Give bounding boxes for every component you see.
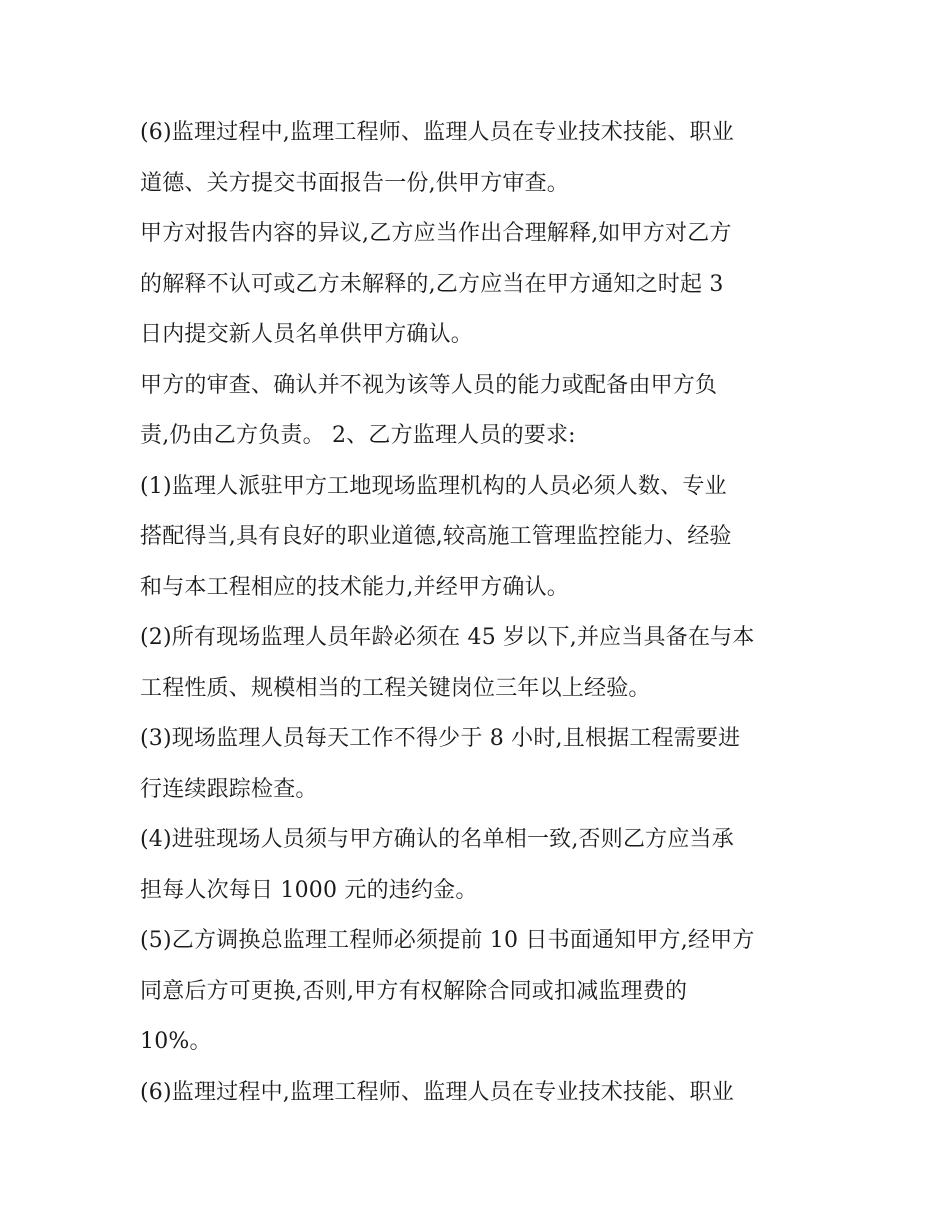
text-line: 10%。 (140, 1029, 212, 1054)
text-line: 日内提交新人员名单供甲方确认。 (140, 322, 474, 347)
text-line: 甲方的审查、确认并不视为该等人员的能力或配备由甲方负 (140, 372, 718, 398)
text-line: 道德、关方提交书面报告一份,供甲方审查。 (140, 170, 569, 196)
text-line: 责,仍由乙方负责。 2、乙方监理人员的要求: (140, 423, 576, 448)
text-line: (6)监理过程中,监理工程师、监理人员在专业技术技能、职业 (140, 120, 734, 145)
text-line: (5)乙方调换总监理工程师必须提前 10 日书面通知甲方,经甲方 (140, 928, 755, 953)
text-line: 搭配得当,具有良好的职业道德,较高施工管理监控能力、经验 (140, 524, 732, 549)
document-body (140, 108, 820, 1118)
text-line: (3)现场监理人员每天工作不得少于 8 小时,且根据工程需要进 (140, 726, 741, 751)
text-line: 同意后方可更换,否则,甲方有权解除合同或扣减监理费的 (140, 978, 688, 1004)
text-line: (6)监理过程中,监理工程师、监理人员在专业技术技能、职业 (140, 1079, 734, 1105)
text-line: 甲方对报告内容的异议,乙方应当作出合理解释,如甲方对乙方 (140, 221, 732, 246)
text-line: (4)进驻现场人员须与甲方确认的名单相一致,否则乙方应当承 (140, 827, 734, 852)
text-line: 行连续跟踪检查。 (140, 776, 318, 802)
text-line: 担每人次每日 1000 元的违约金。 (140, 877, 478, 903)
text-line: 工程性质、规模相当的工程关键岗位三年以上经验。 (140, 675, 651, 701)
text-line: (2)所有现场监理人员年龄必须在 45 岁以下,并应当具备在与本 (140, 625, 755, 650)
text-line: (1)监理人派驻甲方工地现场监理机构的人员必须人数、专业 (140, 473, 727, 499)
text-line: 和与本工程相应的技术能力,并经甲方确认。 (140, 574, 569, 600)
text-line: 的解释不认可或乙方未解释的,乙方应当在甲方通知之时起 3 (140, 271, 724, 297)
